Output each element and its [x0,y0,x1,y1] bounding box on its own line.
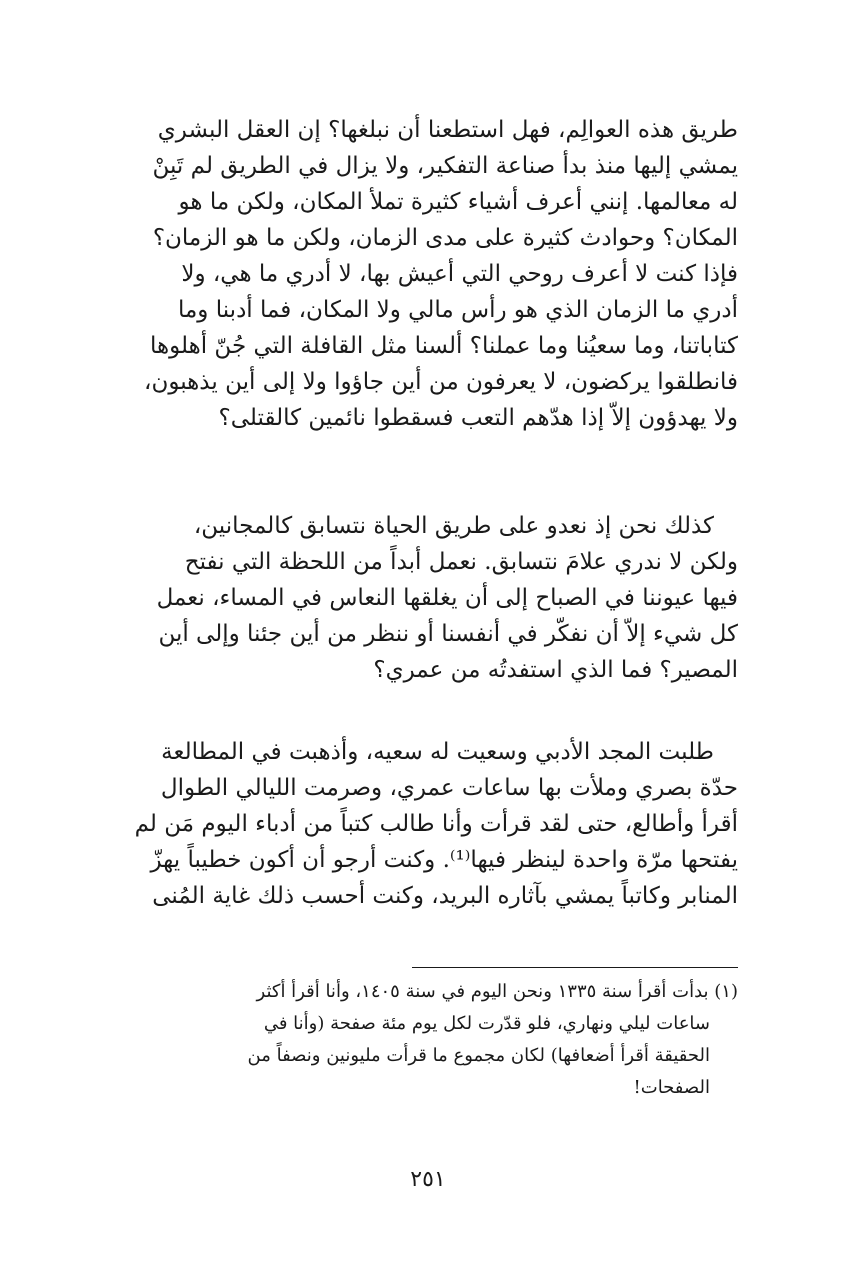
text-line: كذلك نحن إذ نعدو على طريق الحياة نتسابق كالمجانين، [193,513,714,539]
text-line: كتاباتنا، وما سعيُنا وما عملنا؟ ألسنا مثل القافلة التي جُنّ أهلوها [149,333,738,359]
paragraph-1 [118,112,738,436]
text-line: طريق هذه العوالِم، فهل استطعنا أن نبلغها؟ إن العقل البشري [157,117,738,143]
text-line: فيها عيوننا في الصباح إلى أن يغلقها النعاس في المساء، نعمل [156,585,738,611]
footnote-line: الصفحات! [633,1077,710,1098]
text-line: المكان؟ وحوادث كثيرة على مدى الزمان، ولكن ما هو الزمان؟ [152,225,738,251]
footnote-line: (١) بدأت أقرأ سنة ١٣٣٥ ونحن اليوم في سنة ١٤٠٥، وأنا أقرأ أكثر [256,981,738,1002]
text-line: المنابر وكاتباً يمشي بآثاره البريد، وكنت أحسب ذلك غاية المُنى [152,883,738,909]
footnote-divider [412,967,738,968]
text-line: له معالمها. إنني أعرف أشياء كثيرة تملأ المكان، ولكن ما هو [178,189,738,215]
text-line: ولا يهدؤون إلاّ إذا هدّهم التعب فسقطوا نائمين كالقتلى؟ [218,405,738,431]
text-line: أقرأ وأطالع، حتى لقد قرأت وأنا طالب كتباً من أدباء اليوم مَن لم [134,811,738,837]
text-line: حدّة بصري وملأت بها ساعات عمري، وصرمت الليالي الطوال [160,775,738,801]
text-line: يمشي إليها منذ بدأ صناعة التفكير، ولا يزال في الطريق لم تَبِنْ [152,153,738,179]
text-line: أدري ما الزمان الذي هو رأس مالي ولا المكان، فما أدبنا وما [177,297,738,323]
page-number: ٢٥١ [410,1167,446,1192]
text-line: المصير؟ فما الذي استفدتُه من عمري؟ [373,657,738,683]
text-line: يفتحها مرّة واحدة لينظر فيها⁽¹⁾. وكنت أرجو أن أكون خطيباً يهزّ [150,847,738,873]
text-line: فإذا كنت لا أعرف روحي التي أعيش بها، لا أدري ما هي، ولا [181,261,738,287]
paragraph-2 [118,508,738,688]
footnote-line: الحقيقة أقرأ أضعافها) لكان مجموع ما قرأت مليونين ونصفاً من [247,1045,710,1066]
footnote [118,976,738,1104]
text-line: ولكن لا ندري علامَ نتسابق. نعمل أبداً من اللحظة التي نفتح [184,549,738,575]
text-line: طلبت المجد الأدبي وسعيت له سعيه، وأذهبت في المطالعة [161,739,714,765]
paragraph-3 [118,734,738,914]
footnote-line: ساعات ليلي ونهاري، فلو قدّرت لكل يوم مئة صفحة (وأنا في [263,1013,710,1034]
text-line: فانطلقوا يركضون، لا يعرفون من أين جاؤوا ولا إلى أين يذهبون، [144,369,738,395]
text-line: كل شيء إلاّ أن نفكّر في أنفسنا أو ننظر من أين جئنا وإلى أين [158,621,738,647]
